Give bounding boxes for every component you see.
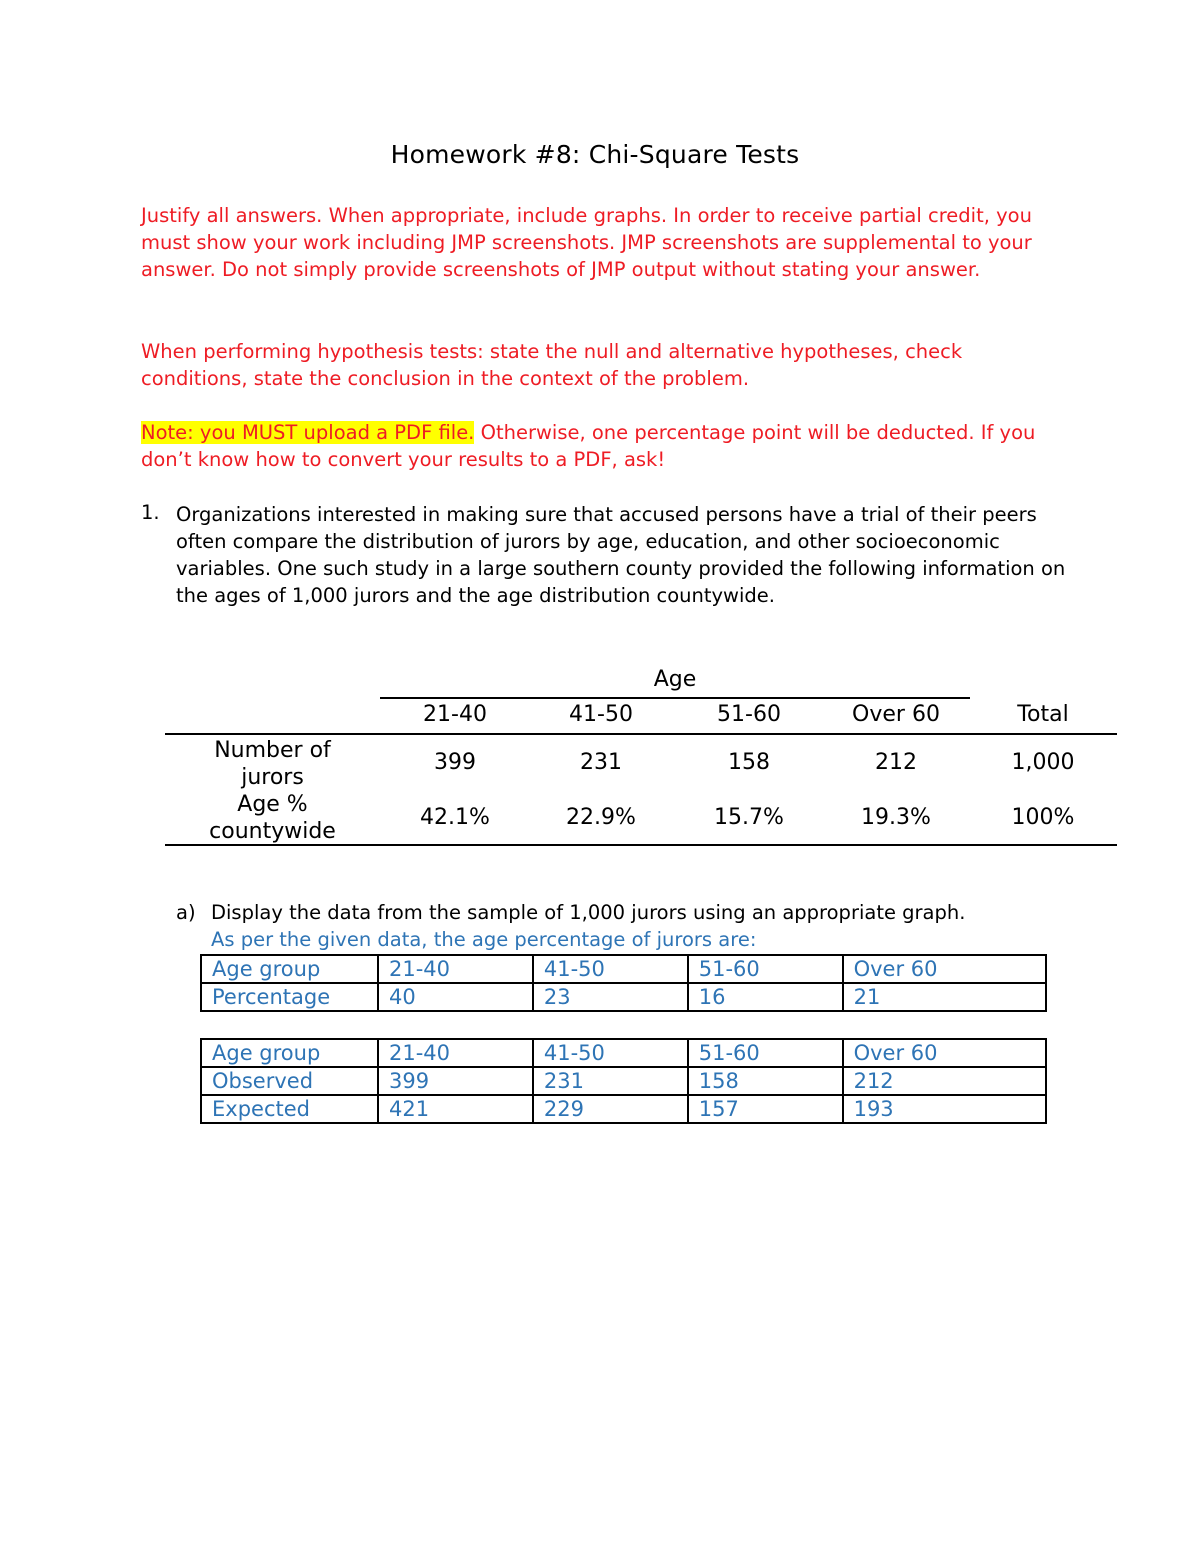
table-cell: 100% [1011, 805, 1075, 830]
question-number: 1. [141, 501, 160, 524]
table-cell: Expected [201, 1095, 378, 1123]
table-cell: 41-50 [533, 955, 688, 983]
table-cell: 19.3% [861, 805, 931, 830]
table-row [201, 1039, 1046, 1067]
header-cell: Total [1017, 702, 1069, 727]
table-cell: 21 [843, 983, 1046, 1011]
age-group-label: Age [653, 667, 697, 692]
percentage-table [200, 954, 1047, 1012]
table-cell: Age group [201, 1039, 378, 1067]
table-cell: 22.9% [566, 805, 636, 830]
table-cell: 51-60 [688, 1039, 843, 1067]
table-cell: 399 [378, 1067, 533, 1095]
table-cell: 229 [533, 1095, 688, 1123]
table-cell: 21-40 [378, 955, 533, 983]
table-cell: Percentage [201, 983, 378, 1011]
table-cell: 212 [843, 1067, 1046, 1095]
note-text: Otherwise, one percentage point will be deducted. If you don’t know how to convert your results to a PDF, ask! [141, 421, 1036, 471]
table-cell: Over 60 [843, 1039, 1046, 1067]
table-cell: Age group [201, 955, 378, 983]
table-cell: 231 [533, 1067, 688, 1095]
instructions-paragraph-2: When performing hypothesis tests: state the null and alternative hypotheses, check conditions, state the conclusion in the context of the problem. [141, 340, 963, 390]
table-cell: 40 [378, 983, 533, 1011]
page-title: Homework #8: Chi-Square Tests [390, 140, 800, 169]
table-cell: 399 [434, 750, 476, 775]
table-cell: 157 [688, 1095, 843, 1123]
table-cell: 42.1% [420, 805, 490, 830]
table-cell: 15.7% [714, 805, 784, 830]
table-cell: 1,000 [1011, 750, 1075, 775]
table-cell: 16 [688, 983, 843, 1011]
table-row [201, 1067, 1046, 1095]
table-cell: 21-40 [378, 1039, 533, 1067]
observed-expected-table [200, 1038, 1047, 1124]
part-a-label: a) [176, 901, 196, 924]
age-underline [380, 697, 970, 699]
header-cell: 41-50 [569, 702, 633, 727]
table-cell: Over 60 [843, 955, 1046, 983]
instructions-paragraph-1: Justify all answers. When appropriate, include graphs. In order to receive partial credit, you must show your work including JMP screenshots. JMP screenshots are supplemental to your answer. Do not simply provide screenshots of JMP output without stating your answer. [141, 204, 1032, 281]
table-row [201, 955, 1046, 983]
table-cell: 193 [843, 1095, 1046, 1123]
header-cell: 51-60 [717, 702, 781, 727]
note-highlight: Note: you MUST upload a PDF file. [141, 421, 475, 444]
table-top-rule [165, 733, 1117, 735]
table-cell: 158 [728, 750, 770, 775]
table-cell: 158 [688, 1067, 843, 1095]
table-row [201, 983, 1046, 1011]
table-cell: 231 [580, 750, 622, 775]
header-cell: 21-40 [423, 702, 487, 727]
question-text: Organizations interested in making sure that accused persons have a trial of their peers often compare the distribution of jurors by age, education, and other socioeconomic variables. One such study in a large southern county provided the following information on the ages of 1,000 jurors and the age distribution countywide. [176, 503, 1066, 607]
table-bottom-rule [165, 844, 1117, 846]
table-cell: Observed [201, 1067, 378, 1095]
instructions-note [141, 419, 1071, 473]
table-cell: 421 [378, 1095, 533, 1123]
row-label: Age % countywide [209, 792, 336, 844]
table-row [201, 1095, 1046, 1123]
part-a-text: Display the data from the sample of 1,000 jurors using an appropriate graph. [211, 901, 966, 924]
header-cell: Over 60 [852, 702, 940, 727]
answer-note: As per the given data, the age percentage of jurors are: [211, 928, 757, 951]
table-cell: 41-50 [533, 1039, 688, 1067]
row-label: Number of jurors [214, 738, 331, 790]
table-cell: 23 [533, 983, 688, 1011]
table-cell: 51-60 [688, 955, 843, 983]
table-cell: 212 [875, 750, 917, 775]
